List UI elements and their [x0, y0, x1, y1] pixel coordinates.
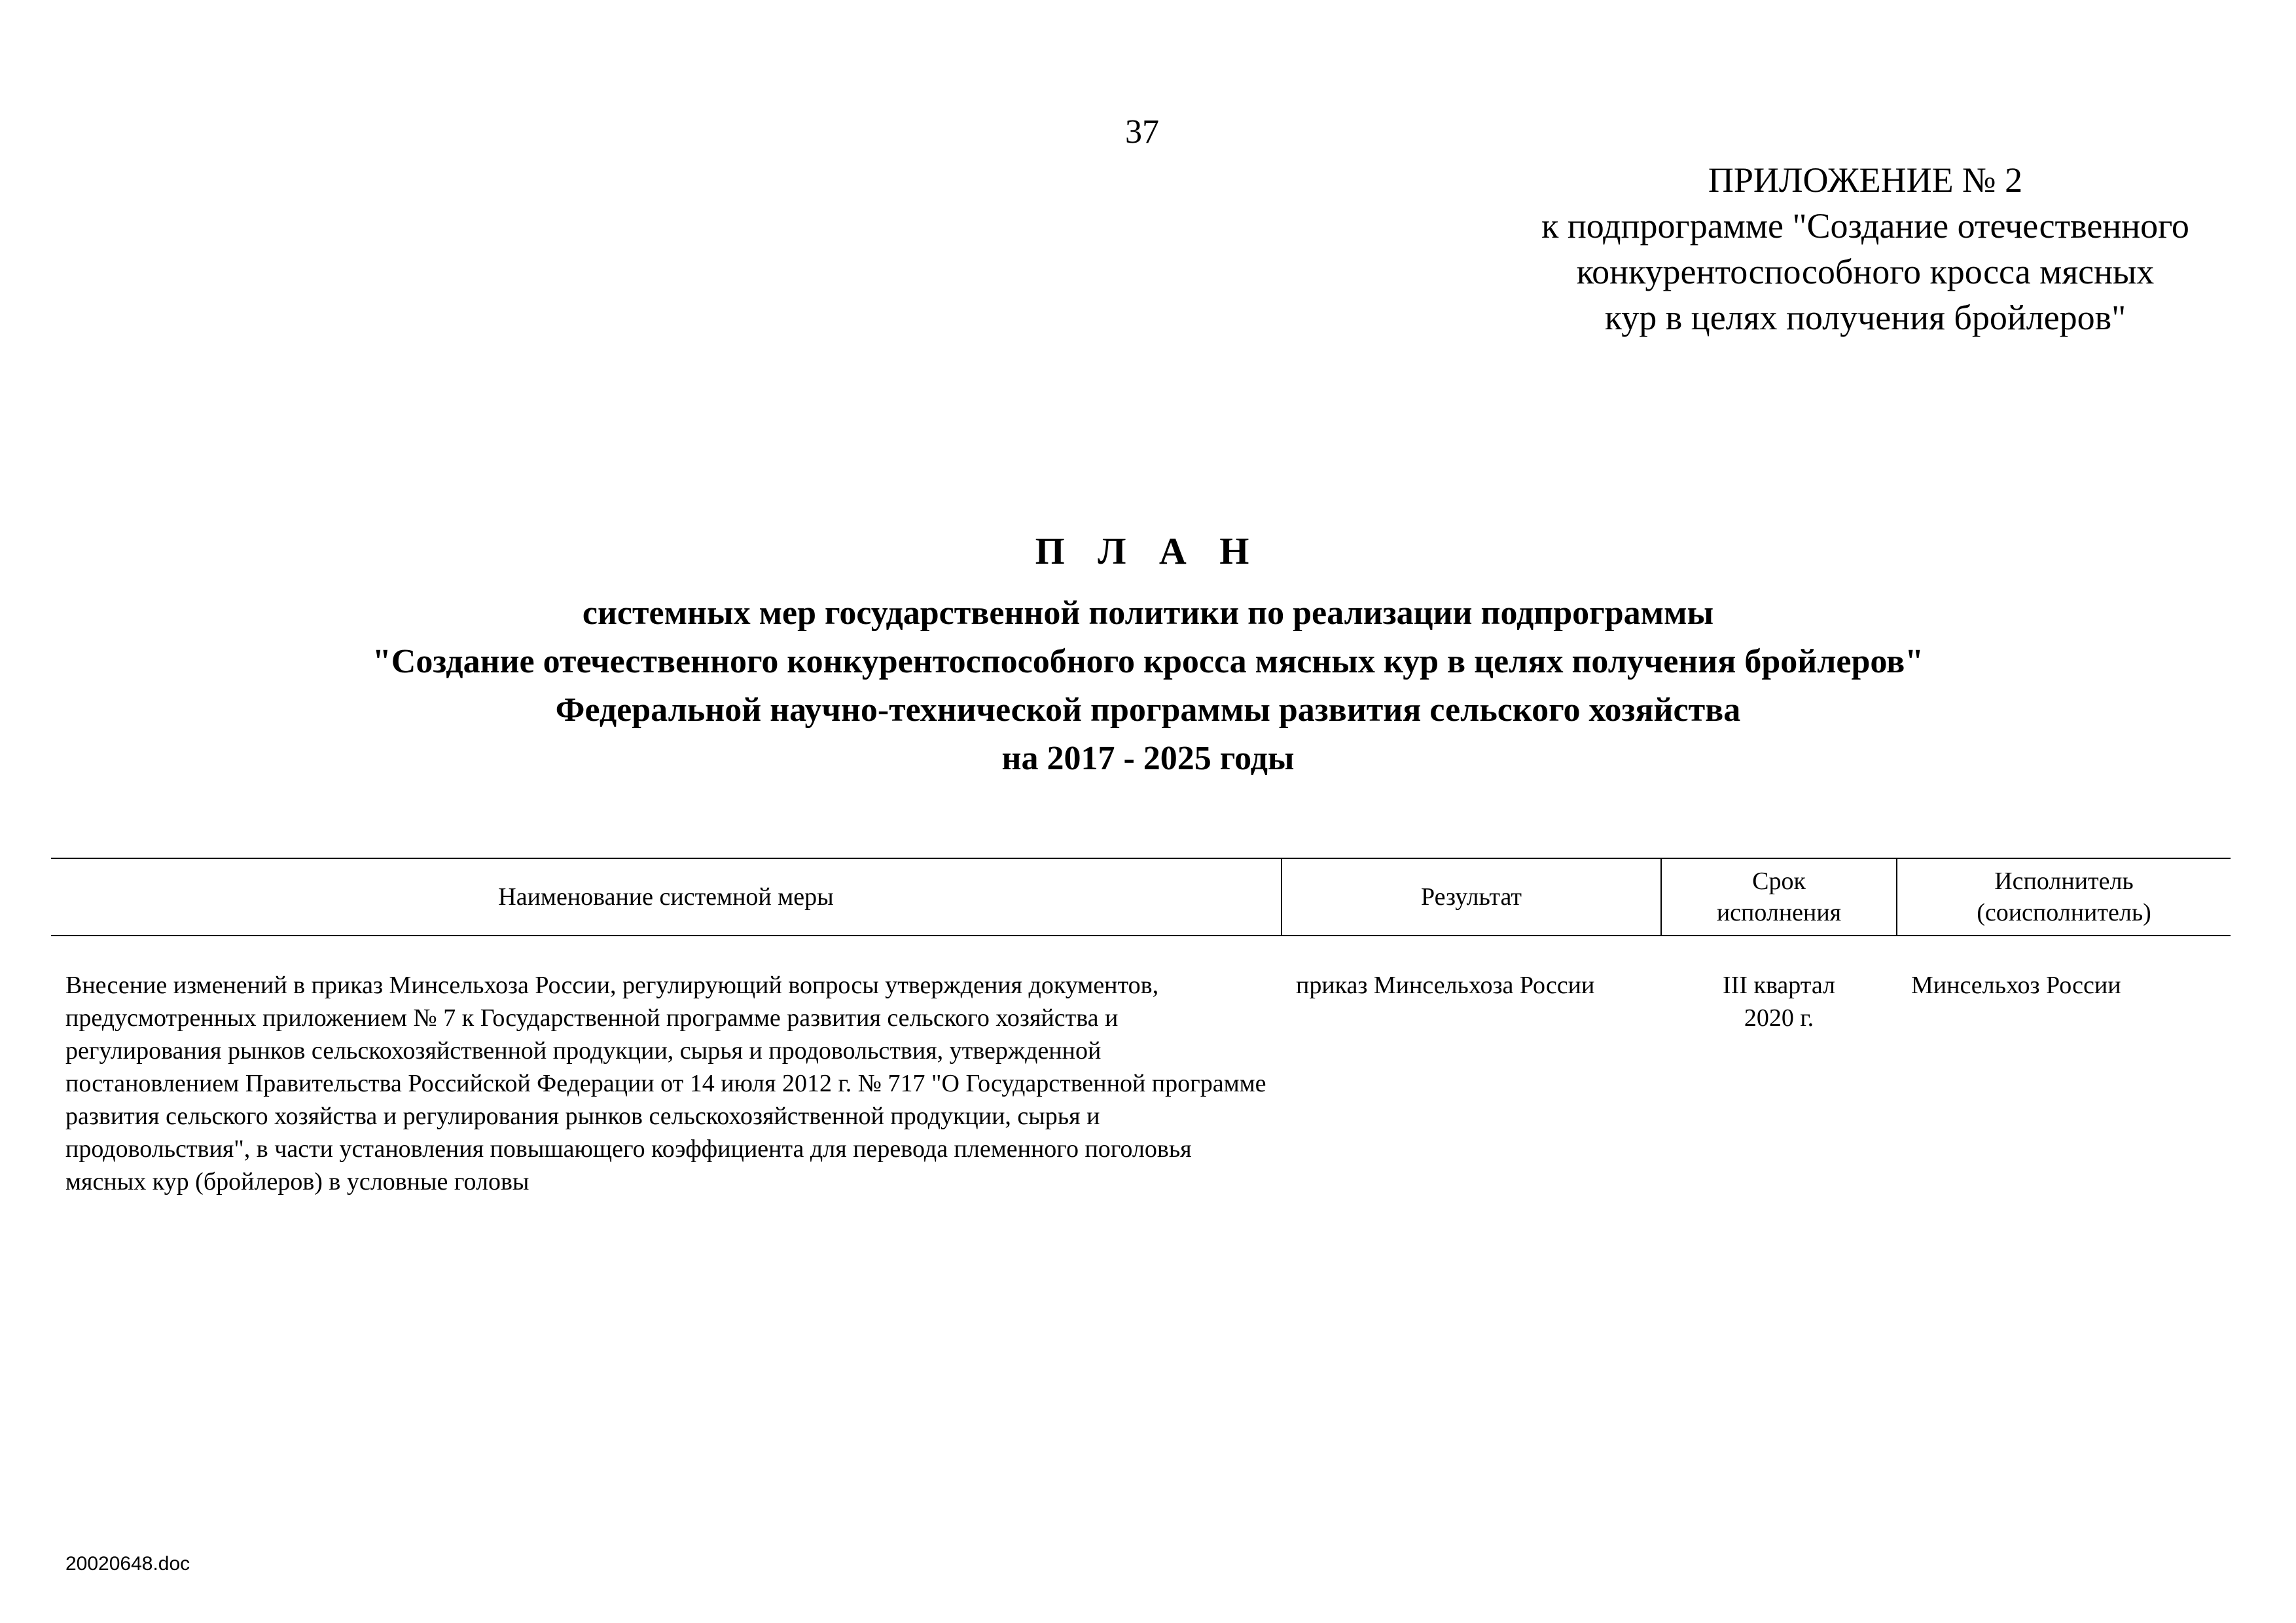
- appendix-line: к подпрограмме "Создание отечественного: [1541, 206, 2189, 246]
- cell-executor: Минсельхоз России: [1911, 972, 2121, 999]
- page-number: 37: [1125, 113, 1159, 151]
- cell-term: III квартал 2020 г.: [1723, 972, 1835, 1032]
- appendix-block: [1440, 157, 2291, 340]
- appendix-line: кур в целях получения бройлеров": [1604, 298, 2126, 337]
- header-measure: Наименование системной меры: [51, 858, 1282, 936]
- appendix-title: ПРИЛОЖЕНИЕ № 2: [1708, 160, 2023, 200]
- footer-doc-name: 20020648.doc: [65, 1553, 190, 1575]
- plan-subtitle-line: на 2017 - 2025 годы: [1001, 740, 1295, 777]
- plan-subtitle-line: "Создание отечественного конкурентоспособного кросса мясных кур в целях получения бройлеров": [372, 643, 1924, 680]
- plan-subtitle-line: Федеральной научно-технической программы развития сельского хозяйства: [555, 691, 1741, 729]
- header-result: Результат: [1282, 858, 1661, 936]
- header-term: Срок исполнения: [1661, 858, 1897, 936]
- cell-result: приказ Минсельхоза России: [1296, 972, 1595, 999]
- plan-subtitle-line: системных мер государственной политики по реализации подпрограммы: [582, 594, 1714, 632]
- table-header-row: [51, 858, 2231, 936]
- plan-subtitle: [0, 589, 2296, 783]
- table-row: [51, 936, 2231, 1198]
- plan-title: П Л А Н: [1035, 530, 1261, 572]
- plan-table: [51, 858, 2231, 1198]
- header-executor: Исполнитель (соисполнитель): [1897, 858, 2231, 936]
- cell-measure: Внесение изменений в приказ Минсельхоза России, регулирующий вопросы утверждения документов, предусмотренных приложением № 7 к Государственной программе развития сельского хозяйства и регулирования рынков сельскохозяйственной продукции, сырья и продовольствия, утвержденной постановлением Правительства Российской Федерации от 14 июля 2012 г. № 717 "О Государственной программе развития сельского хозяйства и регулирования рынков сельскохозяйственной продукции, сырья и продовольствия", в части установления повышающего коэффициента для перевода племенного поголовья мясных кур (бройлеров) в условные головы: [65, 972, 1266, 1195]
- appendix-line: конкурентоспособного кросса мясных: [1576, 252, 2155, 291]
